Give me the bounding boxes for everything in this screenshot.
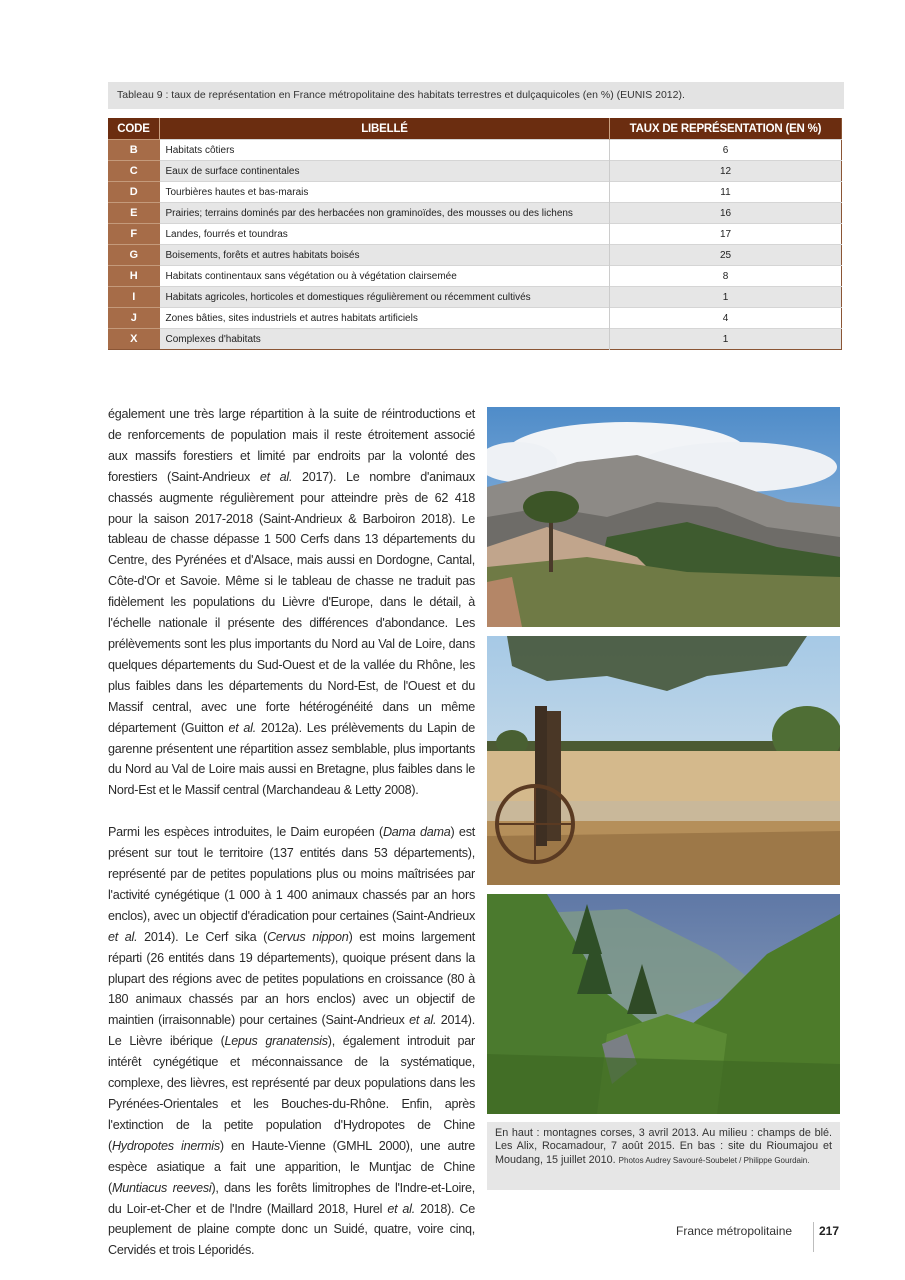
row-label: Tourbières hautes et bas-marais	[160, 182, 610, 203]
row-code: G	[108, 245, 160, 266]
photo-wheat-field	[487, 636, 840, 885]
row-label: Habitats côtiers	[160, 140, 610, 161]
page-number: 217	[819, 1224, 840, 1238]
row-label: Complexes d'habitats	[160, 329, 610, 350]
row-code: B	[108, 140, 160, 161]
row-label: Prairies; terrains dominés par des herbacées non graminoïdes, des mousses ou des lichens	[160, 203, 610, 224]
text-run: 2014). Le Cerf sika (	[137, 929, 268, 944]
table-row	[108, 245, 842, 266]
italic-run: Hydropotes inermis	[111, 1138, 220, 1153]
habitats-table	[108, 118, 842, 350]
row-value: 25	[610, 245, 842, 266]
table-header-row	[108, 118, 842, 140]
text-run: 2017). Le nombre d'animaux chassés augmente régulièrement pour atteindre près de 62 418 pour la saison 2017-2018 (Saint-Andrieux & Barboiron 2018). Le tableau de chasse dépasse 1 500 Cerfs dans 13 départements du Centre, des Pyrénées et d'Alsace, mais aussi en Dordogne, Cantal, Côte-d'Or et Savoie. Même si le tableau de chasse ne traduit pas fidèlement les populations du Lièvre d'Europe, dans le détail, à l'échelle nationale il présente des différences d'abondance. Les prélèvements sont les plus importants du Nord au Val de Loire, dans quelques départements du Sud-Ouest et de la vallée du Rhône, les plus faibles dans les départements du Nord-Est, de l'Ouest et du Massif central, avec une forte hétérogénéité dans un même département (Guitton	[108, 469, 475, 735]
row-label: Zones bâties, sites industriels et autres habitats artificiels	[160, 308, 610, 329]
mountain-landscape-image	[487, 407, 840, 627]
table-row	[108, 203, 842, 224]
text-run: ) est moins largement réparti (26 entités dans 19 départements), quoique présent dans la plupart des régions avec de petites populations en croissance (80 à 180 animaux chassés par an hors enclos) avec un objectif de maintien (irraisonnable) pour certaines (Saint-Andrieux	[108, 929, 475, 1028]
table-row	[108, 224, 842, 245]
italic-run: et al.	[387, 1201, 415, 1216]
table-row	[108, 182, 842, 203]
row-code: H	[108, 266, 160, 287]
photo-credit: Photos Audrey Savouré-Soubelet / Philippe Gourdain.	[618, 1155, 810, 1165]
italic-run: et al.	[228, 720, 256, 735]
text-run: 2018). Ce peuplement de plaine compte donc un Suidé, quatre, voire cinq, Cervidés et trois Léporidés.	[108, 1201, 475, 1258]
row-label: Eaux de surface continentales	[160, 161, 610, 182]
row-code: I	[108, 287, 160, 308]
text-run: ) en Haute-Vienne (GMHL 2000), une autre espèce asiatique a fait une apparition, le Muntjac de Chine (	[108, 1138, 475, 1195]
table-row	[108, 266, 842, 287]
photo-rioumajou-stream	[487, 894, 840, 1114]
table-row	[108, 161, 842, 182]
row-value: 1	[610, 287, 842, 308]
header-code: CODE	[108, 118, 160, 140]
photo-corsican-mountains	[487, 407, 840, 627]
italic-run: et al.	[108, 929, 138, 944]
row-value: 16	[610, 203, 842, 224]
body-text-column	[108, 404, 475, 1261]
photo-caption	[487, 1122, 840, 1190]
text-run: 2012a). Les prélèvements du Lapin de garenne présentent une répartition assez semblable, plus importants du Nord au Val de Loire mais aussi en Bretagne, plus faibles dans le Nord-Est et le Massif central (Marchandeau & Letty 2008).	[108, 720, 475, 798]
text-run: 2014). Le Lièvre ibérique (	[108, 1013, 475, 1049]
footer-divider	[813, 1222, 814, 1252]
row-label: Habitats agricoles, horticoles et domestiques régulièrement ou récemment cultivés	[160, 287, 610, 308]
row-code: D	[108, 182, 160, 203]
row-code: J	[108, 308, 160, 329]
table-row	[108, 140, 842, 161]
row-value: 17	[610, 224, 842, 245]
italic-run: Lepus granatensis	[224, 1034, 328, 1049]
text-run: Parmi les espèces introduites, le Daim européen (	[108, 825, 383, 840]
table-row	[108, 308, 842, 329]
row-code: F	[108, 224, 160, 245]
paragraph-2	[108, 822, 475, 1261]
row-value: 1	[610, 329, 842, 350]
row-value: 11	[610, 182, 842, 203]
row-value: 8	[610, 266, 842, 287]
italic-run: Muntiacus reevesi	[111, 1180, 212, 1195]
row-code: E	[108, 203, 160, 224]
table-row	[108, 329, 842, 350]
table-row	[108, 287, 842, 308]
text-run: ), dans les forêts limitrophes de l'Indre-et-Loire, du Loir-et-Cher et de l'Indre (Maillard 2018, Hurel	[108, 1180, 475, 1216]
forest-stream-image	[487, 894, 840, 1114]
row-code: X	[108, 329, 160, 350]
row-label: Boisements, forêts et autres habitats boisés	[160, 245, 610, 266]
row-value: 4	[610, 308, 842, 329]
row-code: C	[108, 161, 160, 182]
paragraph-1	[108, 404, 475, 801]
row-label: Landes, fourrés et toundras	[160, 224, 610, 245]
caption-text: En haut : montagnes corses, 3 avril 2013. Au milieu : champs de blé. Les Alix, Rocamadour, 7 août 2015. En bas : site du Rioumajou et Moudang, 15 juillet 2010.	[495, 1127, 832, 1166]
italic-run: Cervus nippon	[267, 929, 349, 944]
row-value: 12	[610, 161, 842, 182]
table-caption: Tableau 9 : taux de représentation en France métropolitaine des habitats terrestres et dulçaquicoles (en %) (EUNIS 2012).	[108, 82, 844, 109]
text-run: ), également introduit par intérêt cynégétique et méconnaissance de la systématique, complexe, des lièvres, est représenté par deux populations dans les Pyrénées-Orientales et les Bouches-du-Rhône. Enfin, après l'extinction de la petite population d'Hydropotes de Chine (	[108, 1034, 476, 1153]
row-label: Habitats continentaux sans végétation ou à végétation clairsemée	[160, 266, 610, 287]
running-footer-section: France métropolitaine	[676, 1224, 793, 1238]
italic-run: et al.	[409, 1013, 437, 1028]
wheat-field-image	[487, 636, 840, 885]
text-run: ) est présent sur tout le territoire (137 entités dans 53 départements), représenté par de petites populations plus ou moins maîtrisées par l'activité cynégétique (1 000 à 1 400 animaux chassés par an hors enclos), avec un objectif d'éradication pour certaines (Saint-Andrieux	[108, 825, 475, 923]
italic-run: et al.	[259, 469, 293, 484]
header-value: TAUX DE REPRÉSENTATION (EN %)	[610, 118, 842, 140]
row-value: 6	[610, 140, 842, 161]
header-label: LIBELLÉ	[160, 118, 610, 140]
text-run: également une très large répartition à la suite de réintroductions et de renforcements de population mais il reste étroitement associé aux massifs forestiers et limité par endroits par la volonté des forestiers (Saint-Andrieux	[108, 407, 475, 484]
italic-run: Dama dama	[382, 825, 451, 840]
